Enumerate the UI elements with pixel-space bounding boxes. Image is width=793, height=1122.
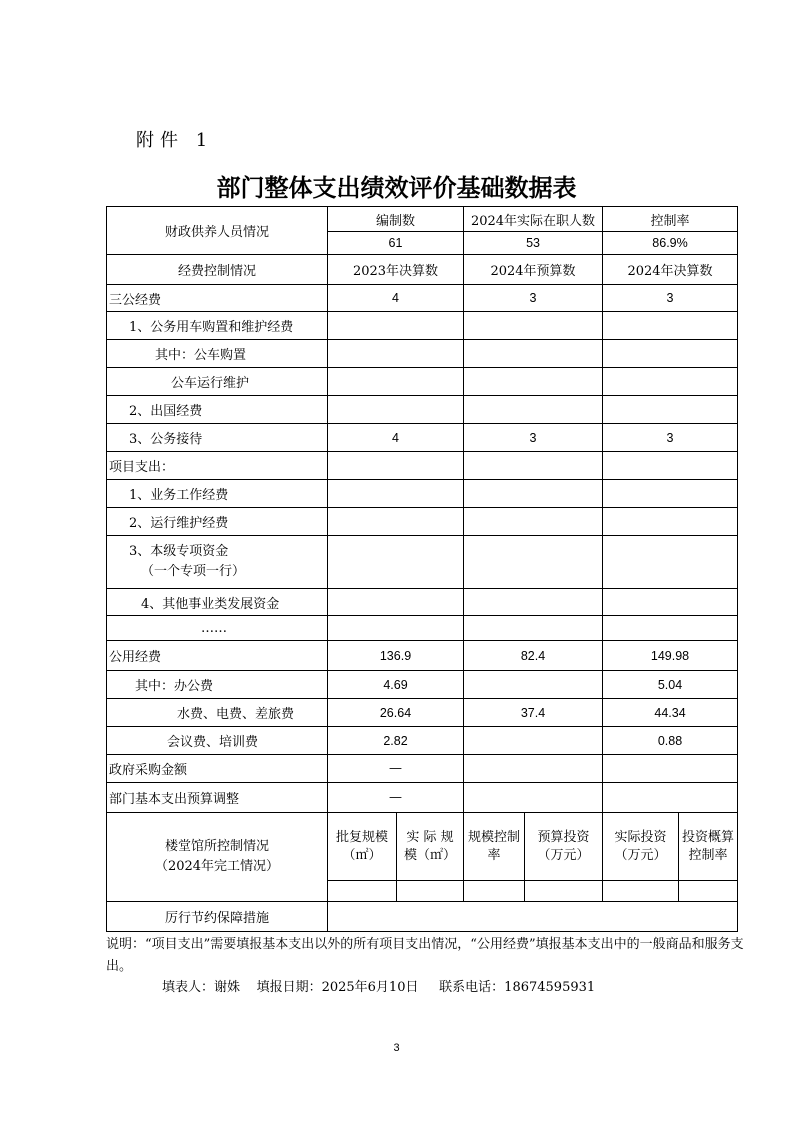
cell-value [464, 368, 603, 396]
header-2024-budget: 2024年预算数 [464, 255, 603, 285]
cell-value: 3 [603, 285, 738, 312]
table-row [107, 641, 738, 671]
row-label: 1、公务用车购置和维护经费 [107, 312, 328, 340]
data-table [106, 206, 738, 932]
filler-info [162, 976, 595, 995]
footnote: 说明：“项目支出”需要填报基本支出以外的所有项目支出情况，“公用经费”填报基本支出中的一般商品和服务支出。 [106, 937, 744, 974]
cell-value [464, 508, 603, 536]
cell-value [328, 536, 464, 589]
header-actual-investment: 实际投资（万元） [603, 813, 679, 881]
row-label: 部门基本支出预算调整 [107, 783, 328, 813]
page-number: 3 [393, 1042, 400, 1054]
cell-empty [328, 902, 738, 932]
cell-value: 3 [603, 424, 738, 452]
table-row [107, 902, 738, 932]
cell-value [603, 312, 738, 340]
funding-label: 经费控制情况 [107, 255, 328, 285]
row-label: 2、运行维护经费 [107, 508, 328, 536]
table-row [107, 727, 738, 755]
filler-date: 2025年6月10日 [321, 980, 419, 995]
row-label: 3、公务接待 [107, 424, 328, 452]
cell-value [603, 396, 738, 424]
table-row [107, 508, 738, 536]
header-budget-investment: 预算投资（万元） [525, 813, 603, 881]
building-label [107, 813, 328, 902]
cell-value: 3 [464, 424, 603, 452]
cell-value [603, 755, 738, 783]
cell-value [328, 340, 464, 368]
cell-value: — [328, 755, 464, 783]
row-label-main: 3、本级专项资金 [129, 544, 229, 559]
cell-value [603, 589, 738, 616]
table-row [107, 285, 738, 312]
cell-value: 26.64 [328, 699, 464, 727]
row-label: 4、其他事业类发展资金 [107, 589, 328, 616]
cell-value: 2.82 [328, 727, 464, 755]
row-label: 2、出国经费 [107, 396, 328, 424]
header-actual-scale: 实 际 规 模（㎡） [397, 813, 464, 881]
cell-value: 82.4 [464, 641, 603, 671]
table-row [107, 536, 738, 589]
cell-value [603, 480, 738, 508]
saving-label: 厉行节约保障措施 [107, 902, 328, 932]
row-label: 项目支出： [107, 452, 328, 480]
header-2023-final: 2023年决算数 [328, 255, 464, 285]
cell-value [464, 396, 603, 424]
page-title: 部门整体支出绩效评价基础数据表 [216, 174, 577, 202]
cell-empty [464, 881, 525, 902]
row-label: 三公经费 [107, 285, 328, 312]
cell-value: 4.69 [328, 671, 464, 699]
table-row [107, 783, 738, 813]
cell-value [328, 312, 464, 340]
attachment-label: 附件 1 [136, 130, 214, 151]
header-approved-scale: 批复规模（㎡） [328, 813, 397, 881]
cell-value [603, 368, 738, 396]
cell-empty [679, 881, 738, 902]
table-row [107, 755, 738, 783]
cell-value [328, 368, 464, 396]
cell-value: 4 [328, 424, 464, 452]
cell-value [603, 783, 738, 813]
staffing-label: 财政供养人员情况 [107, 207, 328, 255]
table-row [107, 589, 738, 616]
cell-value [328, 452, 464, 480]
table-row [107, 368, 738, 396]
cell-value [603, 340, 738, 368]
table-row [107, 699, 738, 727]
cell-empty [397, 881, 464, 902]
cell-value [464, 589, 603, 616]
cell-value [464, 536, 603, 589]
table-row [107, 671, 738, 699]
row-label: 1、业务工作经费 [107, 480, 328, 508]
row-label: 会议费、培训费 [107, 727, 328, 755]
row-label: 公车运行维护 [107, 368, 328, 396]
row-label: 公用经费 [107, 641, 328, 671]
cell-value [328, 616, 464, 641]
value-control-rate: 86.9% [603, 232, 738, 255]
header-actual-staff: 2024年实际在职人数 [464, 207, 603, 232]
cell-value [464, 616, 603, 641]
filler-person: 谢姝 [214, 980, 241, 995]
cell-value [328, 508, 464, 536]
table-row [107, 480, 738, 508]
cell-value [603, 616, 738, 641]
cell-value: 0.88 [603, 727, 738, 755]
header-2024-final: 2024年决算数 [603, 255, 738, 285]
value-authorized: 61 [328, 232, 464, 255]
header-control-rate: 控制率 [603, 207, 738, 232]
cell-empty [525, 881, 603, 902]
cell-value [464, 312, 603, 340]
cell-value [464, 340, 603, 368]
table-row [107, 396, 738, 424]
table-row [107, 616, 738, 641]
cell-value: 4 [328, 285, 464, 312]
row-label: 其中：办公费 [107, 671, 328, 699]
table-row [107, 452, 738, 480]
cell-value [464, 783, 603, 813]
cell-empty [328, 881, 397, 902]
cell-value: 37.4 [464, 699, 603, 727]
cell-value [328, 396, 464, 424]
cell-value: 136.9 [328, 641, 464, 671]
cell-value [603, 508, 738, 536]
cell-empty [603, 881, 679, 902]
filler-phone-label: 联系电话： [439, 980, 505, 995]
cell-value: 5.04 [603, 671, 738, 699]
filler-person-label: 填表人： [162, 980, 215, 995]
header-scale-control-rate: 规模控制率 [464, 813, 525, 881]
row-label-note: （一个专项一行） [141, 564, 246, 579]
table-row [107, 312, 738, 340]
row-label: 其中：公车购置 [107, 340, 328, 368]
building-label-note: （2024年完工情况） [154, 859, 280, 874]
table-row [107, 813, 738, 881]
cell-value [603, 452, 738, 480]
row-label: …… [107, 616, 328, 641]
row-label [107, 536, 328, 589]
header-authorized: 编制数 [328, 207, 464, 232]
row-label: 水费、电费、差旅费 [107, 699, 328, 727]
cell-value: 44.34 [603, 699, 738, 727]
cell-value: 3 [464, 285, 603, 312]
cell-value [464, 755, 603, 783]
value-actual-staff: 53 [464, 232, 603, 255]
building-label-main: 楼堂馆所控制情况 [164, 839, 269, 854]
cell-value: — [328, 783, 464, 813]
cell-value [328, 480, 464, 508]
cell-value [464, 727, 603, 755]
filler-date-label: 填报日期： [256, 980, 322, 995]
row-label: 政府采购金额 [107, 755, 328, 783]
cell-value [603, 536, 738, 589]
cell-value [464, 671, 603, 699]
table-row [107, 340, 738, 368]
header-investment-control-rate: 投资概算控制率 [679, 813, 738, 881]
filler-phone: 18674595931 [504, 980, 596, 995]
cell-value [328, 589, 464, 616]
cell-value [464, 452, 603, 480]
cell-value: 149.98 [603, 641, 738, 671]
table-row [107, 424, 738, 452]
cell-value [464, 480, 603, 508]
